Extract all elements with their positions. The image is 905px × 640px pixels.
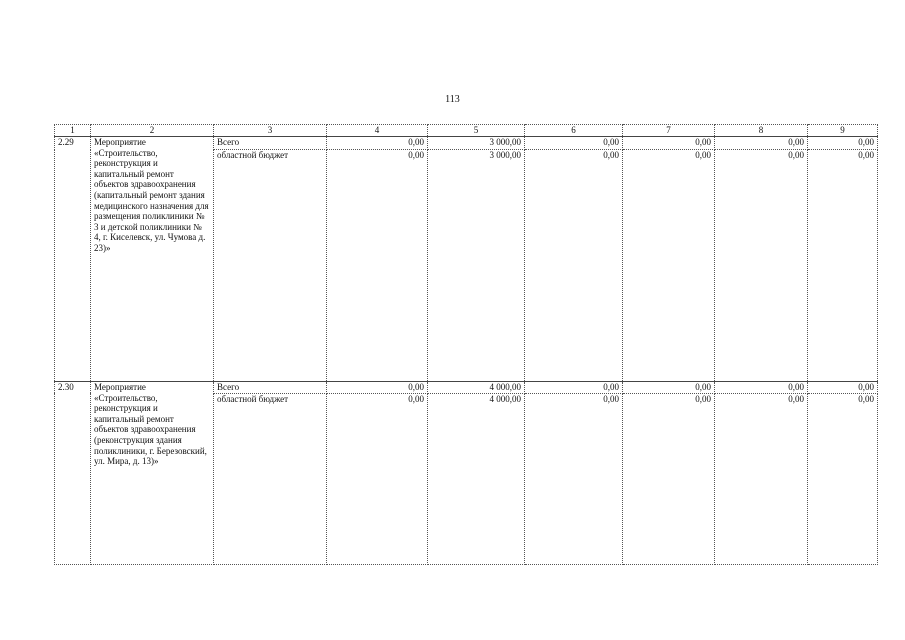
value-cell: 0,00 [327,137,428,150]
column-header: 3 [214,125,327,137]
value-cell: 0,00 [808,382,878,394]
value-cell: 0,00 [808,137,878,150]
row-code: 2.30 [55,382,91,565]
row-code: 2.29 [55,137,91,382]
column-number-row [55,125,878,137]
value-cell: 0,00 [623,382,715,394]
value-cell: 0,00 [327,382,428,394]
funding-source: Всего [214,382,327,394]
column-header: 9 [808,125,878,137]
value-cell: 0,00 [525,382,623,394]
measure-name: Мероприятие «Строительство, реконструкция и капитальный ремонт объектов здравоохранения (реконструкция здания поликлиники, г. Березовский, ул. Мира, д. 13)» [91,382,214,565]
value-cell: 0,00 [808,150,878,382]
measure-name: Мероприятие «Строительство, реконструкция и капитальный ремонт объектов здравоохранения (капитальный ремонт здания медицинского назначения для размещения поликлиники № 3 и детской поликлиники № 4, г. Киселевск, ул. Чумова д. 23)» [91,137,214,382]
funding-source: Всего [214,137,327,150]
value-cell: 0,00 [715,382,808,394]
value-cell: 3 000,00 [428,150,525,382]
page-number: 113 [445,94,460,105]
value-cell: 0,00 [623,137,715,150]
column-header: 7 [623,125,715,137]
value-cell: 0,00 [623,393,715,564]
column-header: 8 [715,125,808,137]
table-row [55,137,878,150]
column-header: 4 [327,125,428,137]
value-cell: 0,00 [808,393,878,564]
value-cell: 4 000,00 [428,382,525,394]
value-cell: 0,00 [525,137,623,150]
value-cell: 0,00 [525,150,623,382]
funding-source: областной бюджет [214,393,327,564]
value-cell: 3 000,00 [428,137,525,150]
value-cell: 0,00 [623,150,715,382]
budget-table [54,124,878,565]
column-header: 2 [91,125,214,137]
value-cell: 0,00 [715,150,808,382]
value-cell: 0,00 [327,393,428,564]
value-cell: 0,00 [525,393,623,564]
column-header: 1 [55,125,91,137]
funding-source: областной бюджет [214,150,327,382]
value-cell: 0,00 [715,137,808,150]
column-header: 5 [428,125,525,137]
value-cell: 0,00 [715,393,808,564]
value-cell: 0,00 [327,150,428,382]
value-cell: 4 000,00 [428,393,525,564]
column-header: 6 [525,125,623,137]
table-row [55,382,878,394]
